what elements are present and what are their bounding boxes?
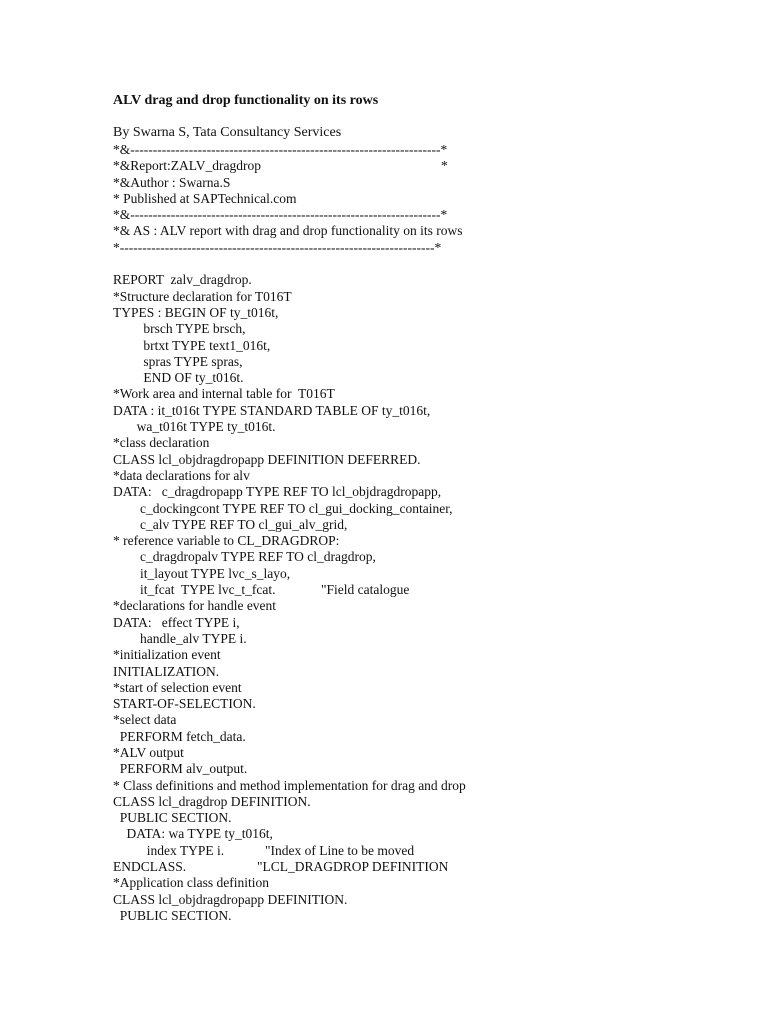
code-line: *data declarations for alv	[113, 467, 250, 483]
code-block	[113, 142, 673, 924]
code-line: INITIALIZATION.	[113, 663, 220, 679]
code-text: *&Report:ZALV_dragdrop	[113, 158, 261, 174]
code-line: *class declaration	[113, 435, 210, 451]
code-line: DATA: c_dragdropapp TYPE REF TO lcl_objdragdropapp,	[113, 484, 442, 500]
code-line: PERFORM fetch_data.	[113, 728, 246, 744]
code-line: *Application class definition	[113, 875, 269, 891]
code-comment: "Field catalogue	[321, 582, 410, 598]
code-line: handle_alv TYPE i.	[113, 630, 247, 646]
code-line: *ALV output	[113, 744, 184, 760]
code-comment: "LCL_DRAGDROP DEFINITION	[257, 859, 449, 875]
code-line: *select data	[113, 712, 177, 728]
blank-line	[113, 256, 673, 272]
author-byline: By Swarna S, Tata Consultancy Services	[113, 125, 342, 140]
code-text: ENDCLASS.	[113, 859, 187, 875]
document-title: ALV drag and drop functionality on its rows	[113, 93, 379, 108]
code-line: PUBLIC SECTION.	[113, 810, 232, 826]
code-line: PUBLIC SECTION.	[113, 907, 232, 923]
code-line: spras TYPE spras,	[113, 353, 243, 369]
code-comment: "Index of Line to be moved	[265, 842, 415, 858]
code-line: c_alv TYPE REF TO cl_gui_alv_grid,	[113, 516, 348, 532]
code-line: *declarations for handle event	[113, 598, 277, 614]
code-line: * reference variable to CL_DRAGDROP:	[113, 533, 340, 549]
code-line: DATA: effect TYPE i,	[113, 614, 240, 630]
code-line: *start of selection event	[113, 679, 242, 695]
code-text: index TYPE i.	[113, 842, 225, 858]
code-line: brtxt TYPE text1_016t,	[113, 337, 271, 353]
code-line	[113, 582, 673, 598]
code-line: c_dockingcont TYPE REF TO cl_gui_docking_container,	[113, 500, 453, 516]
code-line: CLASS lcl_dragdrop DEFINITION.	[113, 793, 311, 809]
code-line: it_layout TYPE lvc_s_layo,	[113, 565, 291, 581]
code-tail: *	[441, 158, 448, 174]
code-line: END OF ty_t016t.	[113, 370, 244, 386]
code-line: brsch TYPE brsch,	[113, 321, 246, 337]
code-line	[113, 843, 673, 859]
code-line: *& AS : ALV report with drag and drop functionality on its rows	[113, 223, 463, 239]
code-text: it_fcat TYPE lvc_t_fcat.	[113, 582, 276, 598]
code-line: DATA : it_t016t TYPE STANDARD TABLE OF ty_t016t,	[113, 402, 431, 418]
code-line: wa_t016t TYPE ty_t016t.	[113, 419, 276, 435]
code-line: * Class definitions and method implementation for drag and drop	[113, 777, 466, 793]
code-line: *initialization event	[113, 647, 221, 663]
code-line: * Published at SAPTechnical.com	[113, 190, 297, 206]
code-line: *Structure declaration for T016T	[113, 288, 292, 304]
code-line: *Work area and internal table for T016T	[113, 386, 335, 402]
code-line: DATA: wa TYPE ty_t016t,	[113, 826, 273, 842]
code-line	[113, 158, 673, 174]
code-line: *&---------------------------------------------------------------------*	[113, 207, 448, 223]
code-line: *&Author : Swarna.S	[113, 174, 231, 190]
code-line: c_dragdropalv TYPE REF TO cl_dragdrop,	[113, 549, 376, 565]
code-line: START-OF-SELECTION.	[113, 696, 256, 712]
code-line	[113, 859, 673, 875]
code-line: REPORT zalv_dragdrop.	[113, 272, 252, 288]
code-line: *----------------------------------------------------------------------*	[113, 239, 442, 255]
code-line: TYPES : BEGIN OF ty_t016t,	[113, 304, 279, 320]
code-line: CLASS lcl_objdragdropapp DEFINITION.	[113, 891, 348, 907]
code-line: PERFORM alv_output.	[113, 761, 248, 777]
code-line: *&---------------------------------------------------------------------*	[113, 142, 448, 157]
code-line: CLASS lcl_objdragdropapp DEFINITION DEFERRED.	[113, 451, 421, 467]
